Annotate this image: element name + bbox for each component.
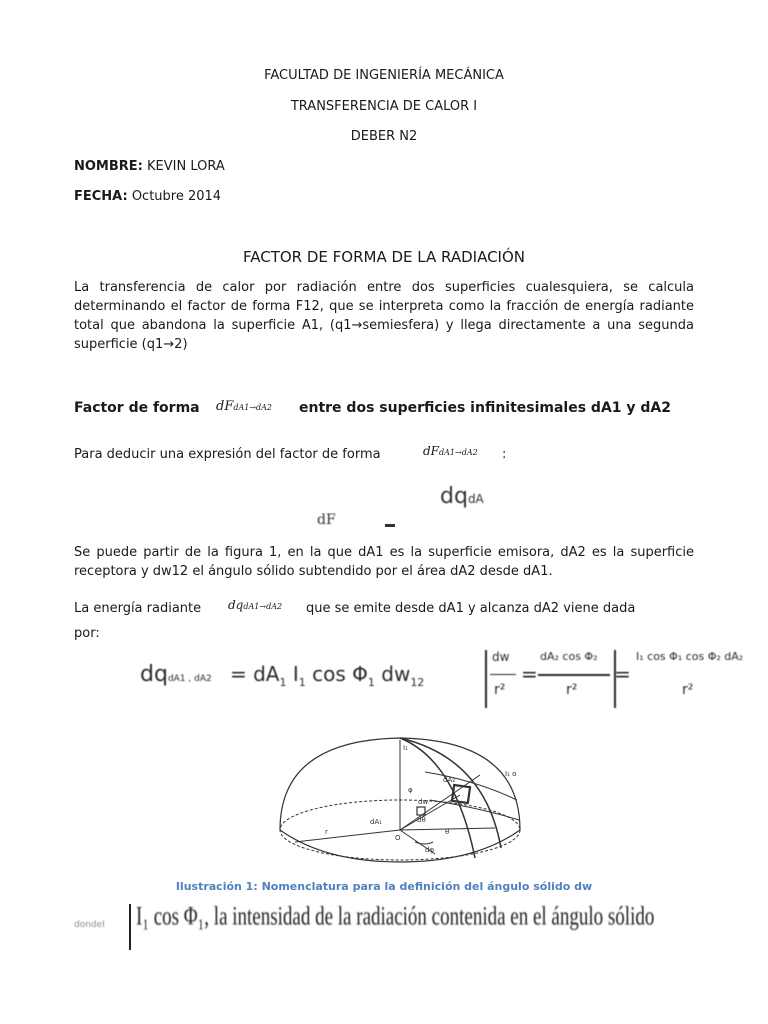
bottom-prefix: dondeI <box>74 920 105 930</box>
deduce-text: Para deducir una expresión del factor de forma <box>74 447 381 462</box>
equation-tail <box>614 650 762 712</box>
name-label: NOMBRE: <box>74 159 143 174</box>
deduce-math-main: dF <box>423 444 440 458</box>
eq-frac2-num: dA₂ cos Φ₂ <box>540 650 598 663</box>
eq-lhs-main: dq <box>140 662 168 687</box>
eq-term2-sub: 1 <box>298 676 306 689</box>
date-line <box>74 187 221 206</box>
figure-paragraph: Se puede partir de la figura 1, en la que dA1 es la superficie emisora, dA2 es la superficie receptora y dw12 el ángulo sólido subtendido por el área dA2 desde dA1. <box>74 545 694 579</box>
fraction-right <box>440 484 484 509</box>
label-theta: θ <box>445 828 450 836</box>
eq-term4-sub: 12 <box>410 676 425 689</box>
date-label: FECHA: <box>74 189 128 204</box>
eq-bracket-left <box>485 650 487 708</box>
subheading-math <box>216 395 272 414</box>
energy-math-main: dq <box>228 598 244 612</box>
energy-math-sub: dA1→dA2 <box>243 602 283 611</box>
hemisphere-diagram <box>275 730 525 870</box>
subheading-math-main: dF <box>216 399 234 414</box>
label-normal1: I₁ <box>403 744 408 752</box>
label-phi: φ <box>408 786 413 794</box>
label-dphi: dφ <box>425 846 435 854</box>
name-line <box>74 157 225 176</box>
label-normal2: I₁ o <box>505 770 517 778</box>
eq-frac1-bar <box>490 674 516 675</box>
eq-frac2-den: r² <box>566 682 578 698</box>
eq-eq3: = <box>614 662 631 686</box>
deduce-trailing: : <box>502 447 507 462</box>
eq-term1-sub: 1 <box>279 676 287 689</box>
eq-frac3-num: I₁ cos Φ₁ cos Φ₂ dA₂ <box>636 650 744 663</box>
fraction-right-sub: dA <box>467 492 484 506</box>
eq-frac1-den: r² <box>494 682 506 698</box>
eq-term1: = dA <box>230 662 280 686</box>
label-dA1: dA₁ <box>370 818 383 826</box>
energy-math <box>228 594 282 613</box>
eq-frac1-num: dw <box>492 650 510 664</box>
eq-term3-sub: 1 <box>367 676 375 689</box>
bottom-text: I₁ cos Φ₁, la intensidad de la radiación contenida en el ángulo sólido <box>136 902 655 932</box>
section-title: FACTOR DE FORMA DE LA RADIACIÓN <box>242 248 525 266</box>
deduce-math <box>423 440 478 459</box>
subheading-math-sub: dA1→dA2 <box>233 403 273 412</box>
fraction-right-main: dq <box>440 484 468 509</box>
eq-rhs <box>230 662 424 689</box>
subheading-after: entre dos superficies infinitesimales dA1 y dA2 <box>299 400 672 416</box>
bottom-bar <box>129 904 131 950</box>
fraction-left: dF <box>317 512 336 528</box>
label-dw: dw <box>418 798 429 806</box>
eq-frac2-bar <box>538 674 610 676</box>
subheading-before: Factor de forma <box>74 400 200 416</box>
energy-line2: por: <box>74 626 100 641</box>
label-origin: O <box>395 834 401 842</box>
eq-frac3-den: r² <box>682 682 694 698</box>
assignment-title: DEBER N2 <box>350 129 418 144</box>
intro-paragraph: La transferencia de calor por radiación entre dos superficies cualesquiera, se calcula determinando el factor de forma F12, que se interpreta como la fracción de energía radiante total que abandona la superficie A1, (q1→semiesfera) y llega directamente a una segunda superficie (q1→2) <box>74 280 694 352</box>
eq-lhs-sub: dA1 , dA2 <box>167 674 212 684</box>
label-dA2: dA₂ <box>443 776 456 784</box>
eq-term2: I <box>292 662 299 686</box>
figure-caption: Ilustración 1: Nomenclatura para la definición del ángulo sólido dw <box>175 880 593 893</box>
energy-before: La energía radiante <box>74 601 202 616</box>
name-value: KEVIN LORA <box>147 159 225 174</box>
eq-eq2: = <box>521 662 538 686</box>
eq-lhs <box>140 662 212 687</box>
bottom-fragment <box>74 902 655 952</box>
eq-term3: cos Φ <box>312 662 368 686</box>
eq-term4: dw <box>381 662 411 686</box>
label-r: r <box>325 828 328 836</box>
course-title: TRANSFERENCIA DE CALOR I <box>290 99 478 114</box>
deduce-math-sub: dA1→dA2 <box>439 448 478 457</box>
label-dtheta: dθ <box>417 816 426 824</box>
fraction-bar <box>385 524 395 527</box>
energy-after: que se emite desde dA1 y alcanza dA2 viene dada <box>306 601 636 616</box>
faculty-title: FACULTAD DE INGENIERÍA MECÁNICA <box>264 68 504 83</box>
date-value: Octubre 2014 <box>131 189 222 204</box>
radiant-energy-equation <box>140 650 615 712</box>
